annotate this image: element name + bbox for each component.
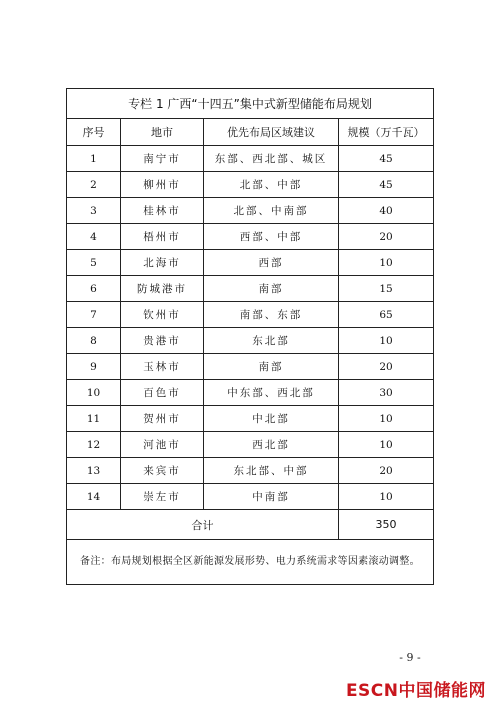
- table-row: [67, 224, 434, 250]
- row-city: 桂林市: [121, 198, 204, 224]
- row-scale: 20: [339, 224, 434, 250]
- row-area: 中南部: [204, 484, 339, 510]
- row-city: 百色市: [121, 380, 204, 406]
- row-city: 玉林市: [121, 354, 204, 380]
- row-city: 河池市: [121, 432, 204, 458]
- table-row: [67, 484, 434, 510]
- table-row: [67, 406, 434, 432]
- table-body: [67, 146, 434, 510]
- row-city: 贵港市: [121, 328, 204, 354]
- table-row: [67, 380, 434, 406]
- escn-watermark-logo: ESCN中国储能网: [345, 681, 486, 701]
- row-city: 来宾市: [121, 458, 204, 484]
- total-label: 合计: [67, 510, 339, 540]
- row-index: 12: [67, 432, 121, 458]
- total-value: 350: [339, 510, 434, 540]
- row-area: 东北部、中部: [204, 458, 339, 484]
- row-city: 崇左市: [121, 484, 204, 510]
- total-row: [67, 510, 434, 540]
- row-index: 9: [67, 354, 121, 380]
- note-row: [67, 540, 434, 585]
- table-row: [67, 276, 434, 302]
- row-index: 8: [67, 328, 121, 354]
- row-area: 东部、西北部、城区: [204, 146, 339, 172]
- page-number: - 9 -: [399, 651, 421, 664]
- row-index: 5: [67, 250, 121, 276]
- table-title: 专栏 1 广西“十四五”集中式新型储能布局规划: [67, 89, 434, 119]
- row-index: 1: [67, 146, 121, 172]
- row-city: 南宁市: [121, 146, 204, 172]
- row-index: 4: [67, 224, 121, 250]
- row-scale: 10: [339, 432, 434, 458]
- row-index: 2: [67, 172, 121, 198]
- row-scale: 10: [339, 250, 434, 276]
- table-row: [67, 146, 434, 172]
- row-city: 北海市: [121, 250, 204, 276]
- row-scale: 10: [339, 484, 434, 510]
- row-scale: 10: [339, 406, 434, 432]
- table-row: [67, 172, 434, 198]
- row-area: 中东部、西北部: [204, 380, 339, 406]
- table-row: [67, 328, 434, 354]
- row-scale: 20: [339, 354, 434, 380]
- row-index: 6: [67, 276, 121, 302]
- row-scale: 40: [339, 198, 434, 224]
- header-area: 优先布局区域建议: [204, 119, 339, 146]
- row-index: 14: [67, 484, 121, 510]
- row-area: 东北部: [204, 328, 339, 354]
- row-scale: 20: [339, 458, 434, 484]
- row-city: 贺州市: [121, 406, 204, 432]
- table-row: [67, 458, 434, 484]
- table-row: [67, 302, 434, 328]
- row-index: 3: [67, 198, 121, 224]
- row-area: 西北部: [204, 432, 339, 458]
- row-scale: 10: [339, 328, 434, 354]
- row-area: 西部、中部: [204, 224, 339, 250]
- row-area: 北部、中南部: [204, 198, 339, 224]
- row-scale: 15: [339, 276, 434, 302]
- row-city: 钦州市: [121, 302, 204, 328]
- row-area: 中北部: [204, 406, 339, 432]
- table-row: [67, 354, 434, 380]
- row-index: 13: [67, 458, 121, 484]
- row-area: 南部: [204, 276, 339, 302]
- row-scale: 45: [339, 146, 434, 172]
- row-scale: 30: [339, 380, 434, 406]
- storage-plan-table: [66, 88, 434, 585]
- row-index: 10: [67, 380, 121, 406]
- row-scale: 65: [339, 302, 434, 328]
- header-scale: 规模（万千瓦）: [339, 119, 434, 146]
- header-city: 地市: [121, 119, 204, 146]
- table-header-row: [67, 119, 434, 146]
- row-city: 柳州市: [121, 172, 204, 198]
- row-city: 防城港市: [121, 276, 204, 302]
- table-row: [67, 198, 434, 224]
- row-area: 北部、中部: [204, 172, 339, 198]
- table-row: [67, 432, 434, 458]
- row-area: 南部、东部: [204, 302, 339, 328]
- row-index: 11: [67, 406, 121, 432]
- row-scale: 45: [339, 172, 434, 198]
- header-index: 序号: [67, 119, 121, 146]
- row-city: 梧州市: [121, 224, 204, 250]
- table-note: 备注：布局规划根据全区新能源发展形势、电力系统需求等因素滚动调整。: [67, 540, 434, 585]
- table-row: [67, 250, 434, 276]
- row-index: 7: [67, 302, 121, 328]
- row-area: 西部: [204, 250, 339, 276]
- table-title-row: [67, 89, 434, 119]
- row-area: 南部: [204, 354, 339, 380]
